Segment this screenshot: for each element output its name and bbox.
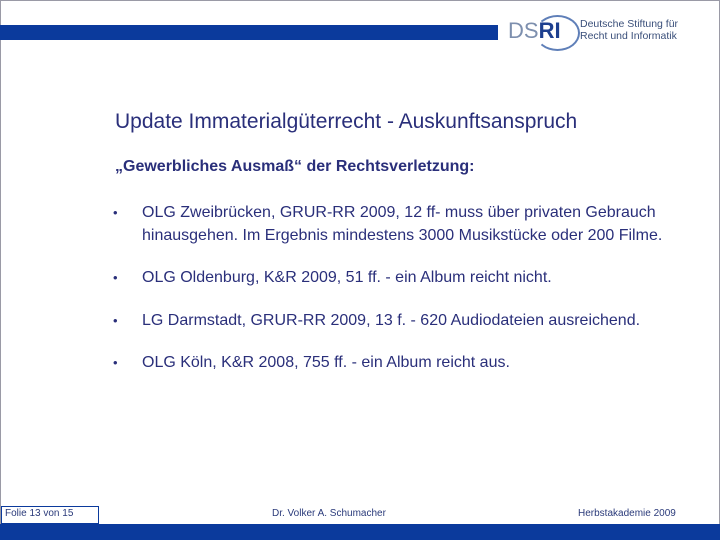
logo-line-2: Recht und Informatik xyxy=(580,30,677,42)
logo-text xyxy=(580,18,678,42)
bullet-text: OLG Zweibrücken, GRUR-RR 2009, 12 ff- muss über privaten Gebrauch hinausgehen. Im Ergebnis mindestens 3000 Musikstücke oder 200 Filme. xyxy=(142,204,663,244)
bullet-icon: • xyxy=(113,270,118,285)
footer-event: Herbstakademie 2009 xyxy=(578,508,676,519)
slide-subtitle: „Gewerbliches Ausmaß“ der Rechtsverletzung: xyxy=(115,158,475,175)
bullet-text: OLG Köln, K&R 2008, 755 ff. - ein Album reicht aus. xyxy=(142,354,510,371)
bullet-list xyxy=(113,202,693,395)
slide-title: Update Immaterialgüterrecht - Auskunftsanspruch xyxy=(115,110,578,133)
bullet-item xyxy=(113,267,693,290)
logo-ds: DS xyxy=(508,18,539,43)
bullet-icon: • xyxy=(113,312,118,328)
bullet-text: LG Darmstadt, GRUR-RR 2009, 13 f. - 620 Audiodateien ausreichend. xyxy=(142,311,641,329)
bullet-icon: • xyxy=(113,205,118,220)
logo-ri: RI xyxy=(538,18,561,43)
logo-line-1: Deutsche Stiftung für xyxy=(580,18,679,30)
bullet-item xyxy=(113,310,693,333)
bullet-text: OLG Oldenburg, K&R 2009, 51 ff. - ein Album reicht nicht. xyxy=(142,269,552,286)
header-bar xyxy=(0,25,498,40)
bullet-item xyxy=(113,202,693,247)
footer-bar xyxy=(0,524,720,540)
logo-mark xyxy=(508,20,561,42)
slide-number: Folie 13 von 15 xyxy=(5,508,74,519)
bullet-item xyxy=(113,352,693,375)
footer-author: Dr. Volker A. Schumacher xyxy=(272,508,386,519)
dsri-logo xyxy=(508,14,708,54)
bullet-icon: • xyxy=(113,355,118,370)
